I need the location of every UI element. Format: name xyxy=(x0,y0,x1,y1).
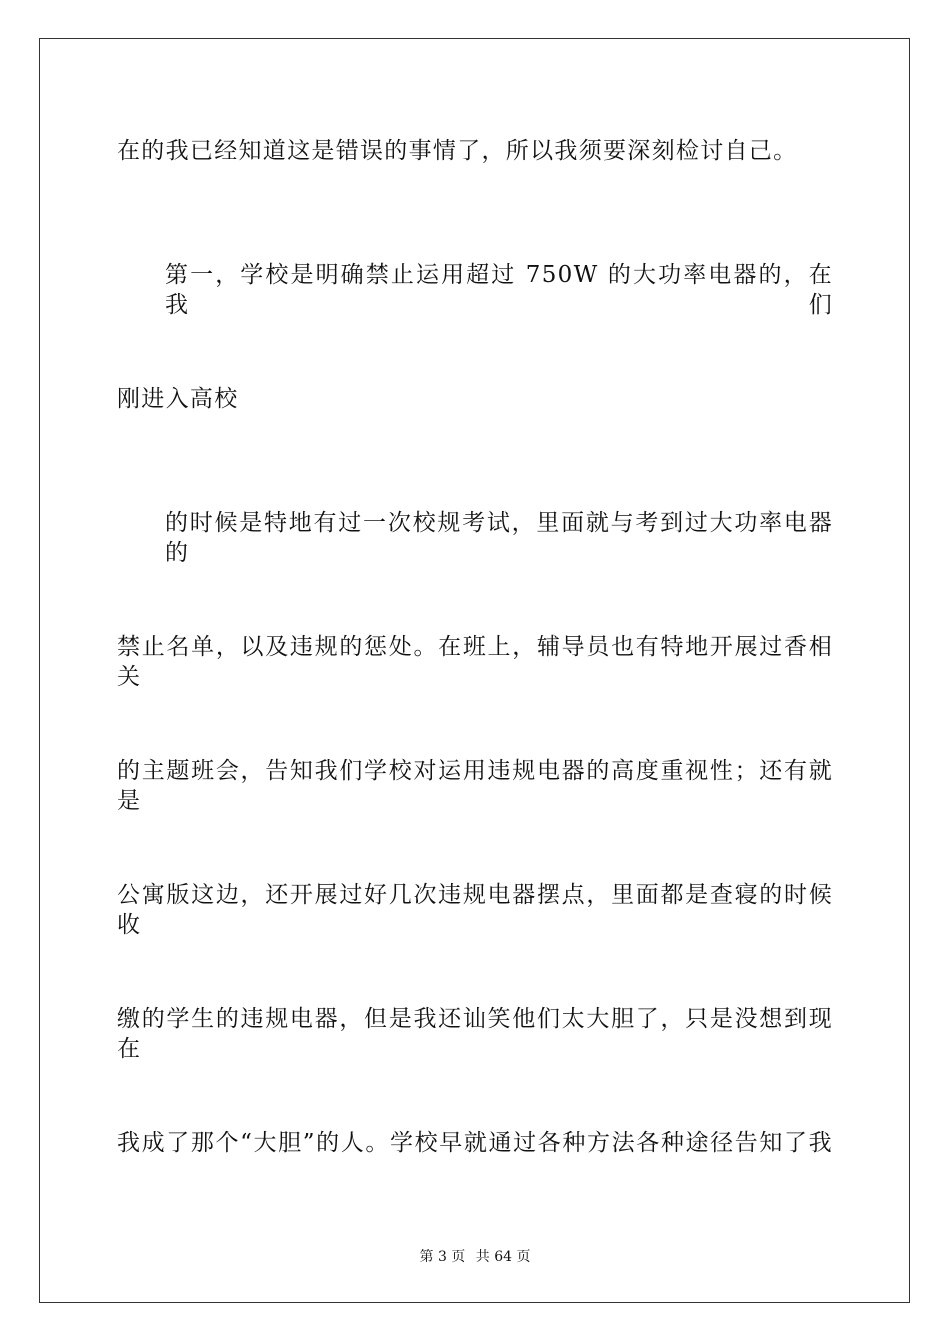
text-line-5: 禁止名单，以及违规的惩处。在班上，辅导员也有特地开展过香相关 xyxy=(117,634,833,690)
text-line-7: 公寓版这边，还开展过好几次违规电器摆点，里面都是查寝的时候收 xyxy=(117,882,833,938)
total-pages: 共 64 页 xyxy=(475,1249,531,1265)
text-line-2: 第一，学校是明确禁止运用超过 750W 的大功率电器的，在我们 xyxy=(165,262,833,318)
text-line-8: 缴的学生的违规电器，但是我还讪笑他们太大胆了，只是没想到现在 xyxy=(117,1006,833,1062)
text-line-4: 的时候是特地有过一次校规考试，里面就与考到过大功率电器的 xyxy=(165,510,833,566)
page-number: 第 3 页 xyxy=(419,1249,466,1265)
page-footer xyxy=(0,1248,950,1266)
text-line-3: 刚进入高校 xyxy=(117,386,239,412)
text-line-1: 在的我已经知道这是错误的事情了，所以我须要深刻检讨自己。 xyxy=(117,138,798,164)
text-line-9: 我成了那个“大胆”的人。学校早就通过各种方法各种途径告知了我 xyxy=(117,1130,833,1156)
text-line-6: 的主题班会，告知我们学校对运用违规电器的高度重视性；还有就是 xyxy=(117,758,833,814)
